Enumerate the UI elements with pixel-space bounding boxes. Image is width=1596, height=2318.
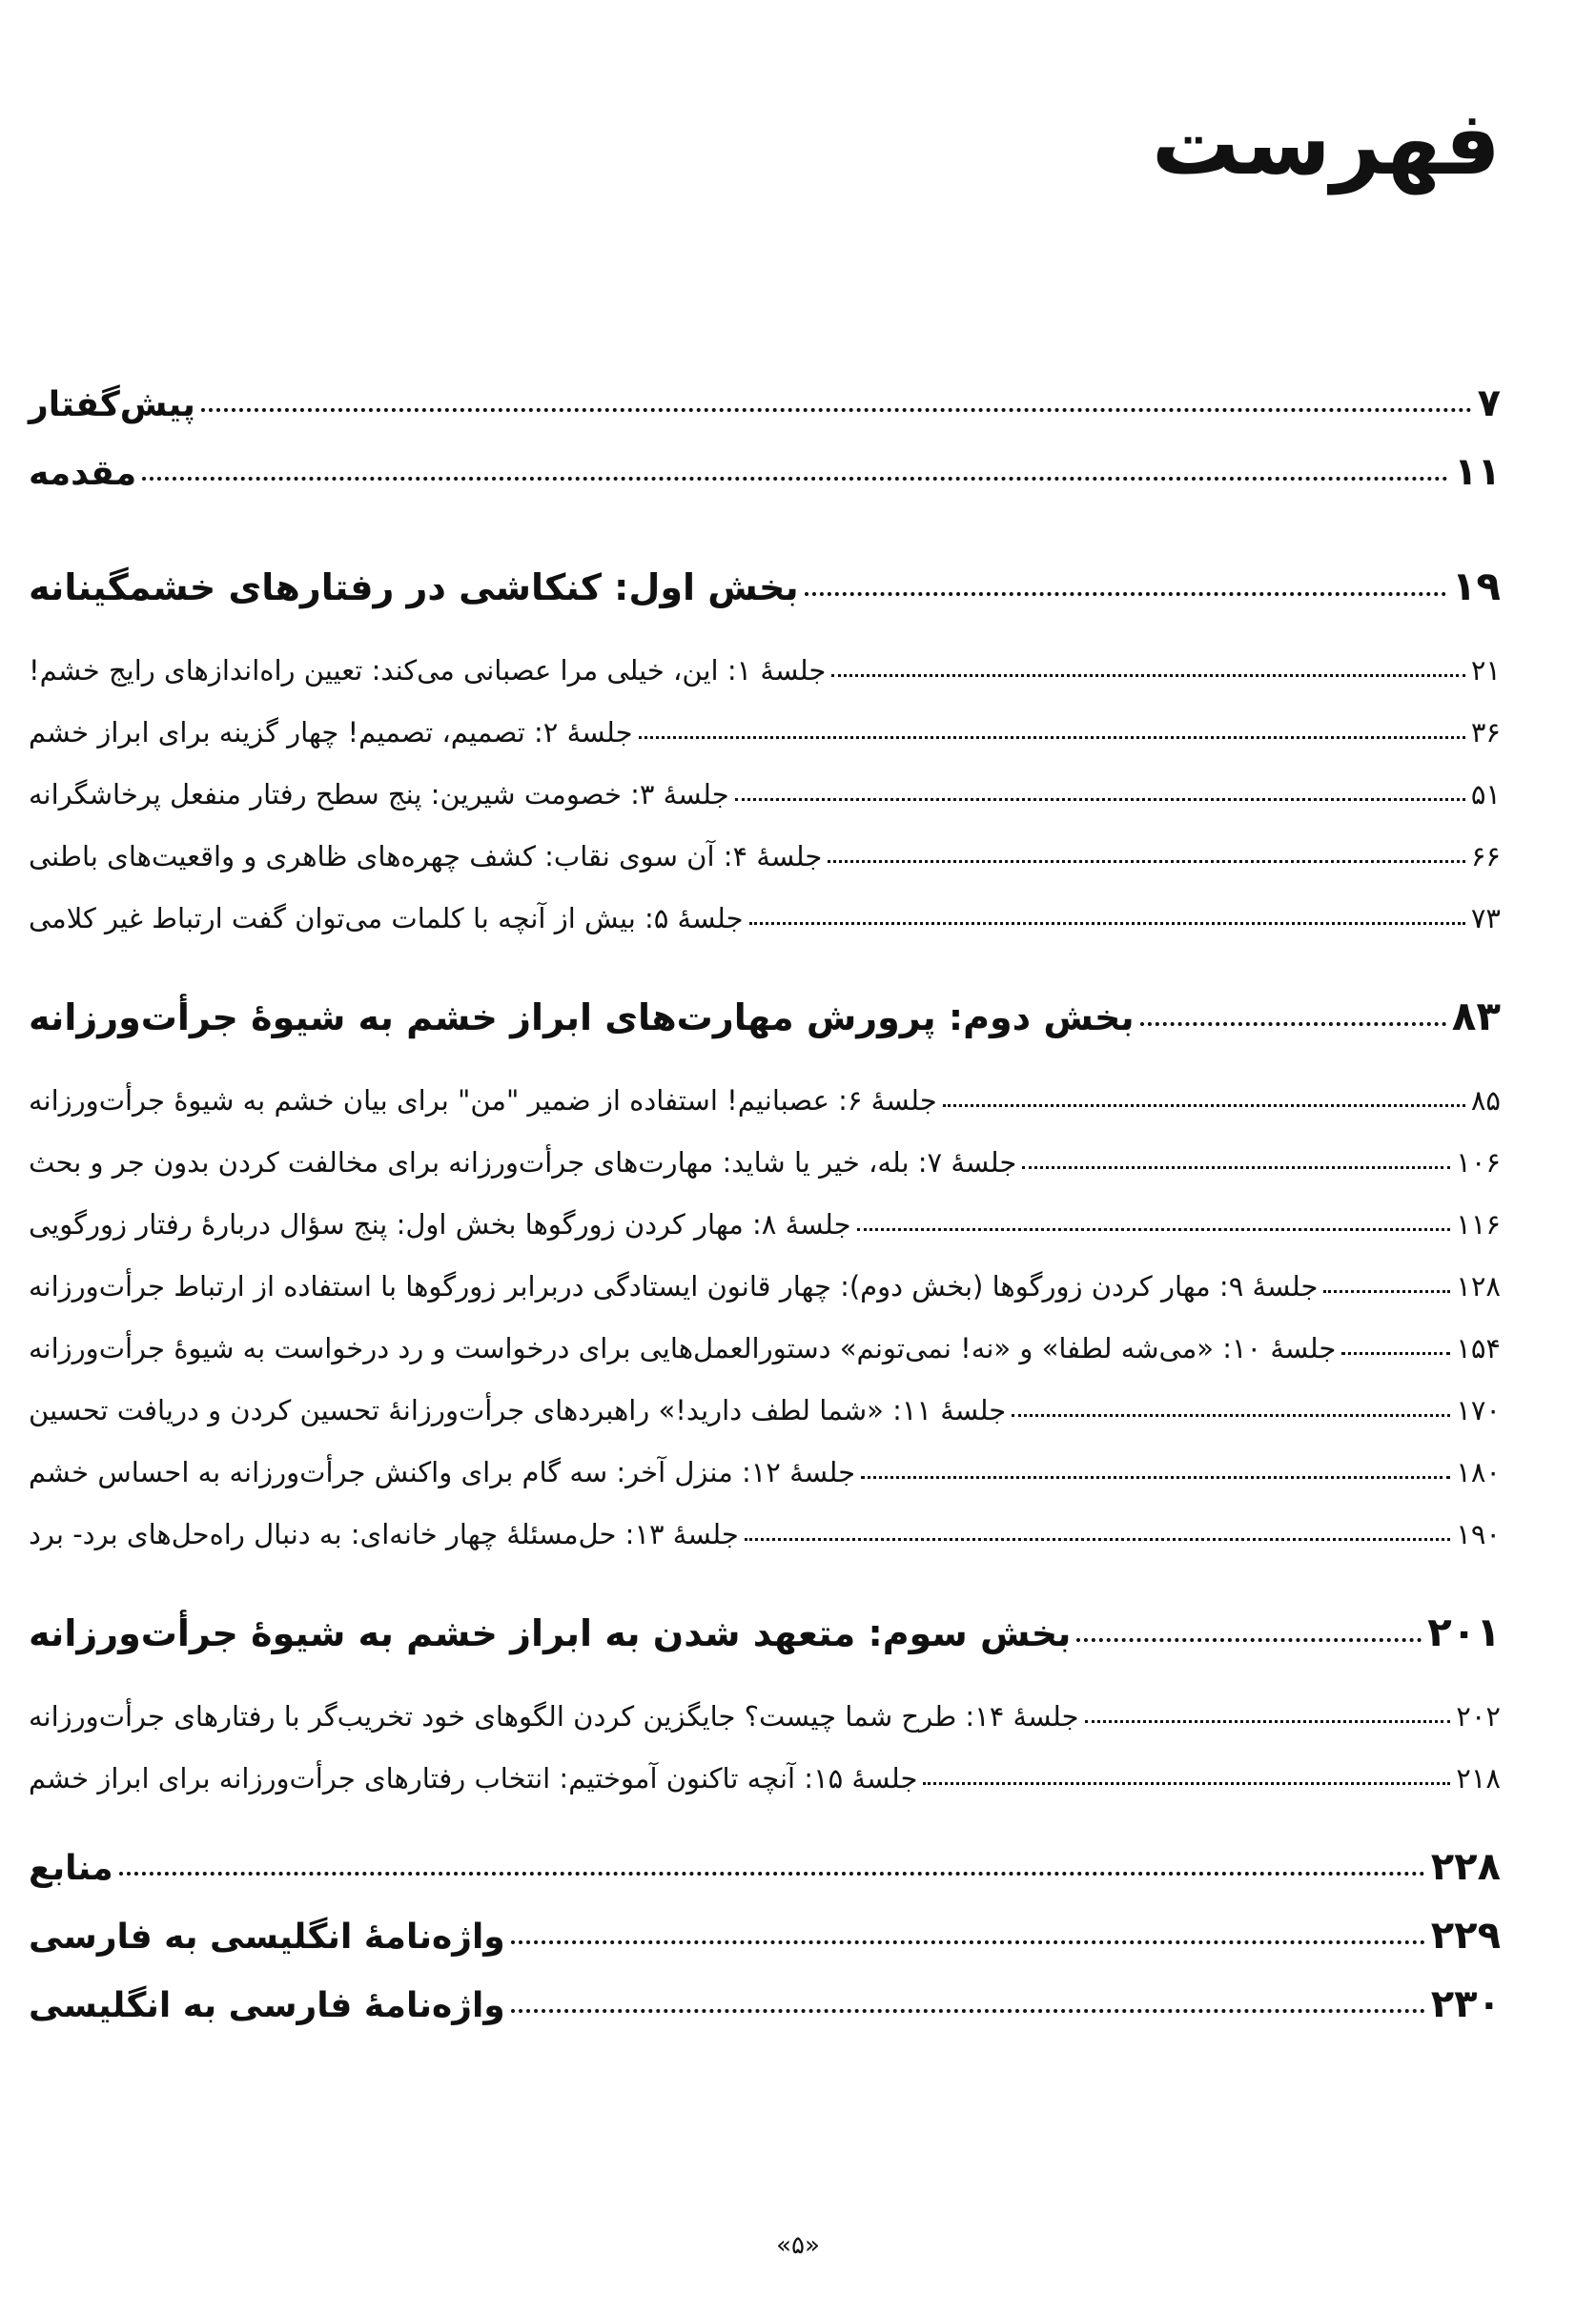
- section-spacer: [29, 964, 1501, 993]
- toc-session-entry[interactable]: [29, 840, 1501, 902]
- toc-page-number: ۲۲۹: [1430, 1914, 1501, 1958]
- toc-session-entry[interactable]: [29, 1394, 1501, 1456]
- dot-leader: [1341, 1352, 1450, 1355]
- toc-page-number: ۱۱۶: [1456, 1208, 1501, 1241]
- dot-leader: [805, 592, 1446, 596]
- toc-page-number: ۲۰۲: [1456, 1700, 1501, 1733]
- toc-page-number: ۱۰۶: [1456, 1146, 1501, 1179]
- toc-entry-title: جلسهٔ ۱۵: آنچه تاکنون آموختیم: انتخاب رفتارهای جرأت‌ورزانه برای ابراز خشم: [29, 1762, 918, 1795]
- toc-entry-title: مقدمه: [29, 454, 137, 493]
- toc-entry-title: جلسهٔ ۱۳: حل‌مسئلهٔ چهار خانه‌ای: به دنبال راه‌حل‌های برد- برد: [29, 1518, 739, 1550]
- toc-session-entry[interactable]: [29, 1700, 1501, 1762]
- toc-entry-title: بخش سوم: متعهد شدن به ابراز خشم به شیوهٔ جرأت‌ورزانه: [29, 1612, 1072, 1654]
- toc-part-heading[interactable]: [29, 563, 1501, 633]
- toc-entry-title: منابع: [29, 1849, 113, 1888]
- toc-session-entry[interactable]: [29, 1146, 1501, 1208]
- toc-entry-title: جلسهٔ ۱۲: منزل آخر: سه گام برای واکنش جرأت‌ورزانه به احساس خشم: [29, 1456, 856, 1488]
- dot-leader: [943, 1104, 1465, 1107]
- page-number: «۵»: [776, 2231, 820, 2260]
- toc-page-number: ۱۷۰: [1456, 1394, 1501, 1426]
- toc-page-number: ۲۲۸: [1430, 1845, 1501, 1889]
- toc-entry-title: بخش دوم: پرورش مهارت‌های ابراز خشم به شیوهٔ جرأت‌ورزانه: [29, 996, 1135, 1038]
- section-spacer: [29, 633, 1501, 654]
- toc-page-number: ۱۸۰: [1456, 1456, 1501, 1488]
- toc-entry-title: جلسهٔ ۱۰: «می‌شه لطفا» و «نه! نمی‌تونم» دستورالعمل‌هایی برای درخواست و رد درخواست به شیوهٔ جرأت‌ورزانه: [29, 1332, 1337, 1364]
- dot-leader: [639, 736, 1465, 739]
- dot-leader: [201, 408, 1472, 412]
- toc-page-number: ۱۲۸: [1456, 1270, 1501, 1303]
- dot-leader: [119, 1872, 1425, 1876]
- toc-session-entry[interactable]: [29, 778, 1501, 840]
- toc-page-number: ۶۶: [1470, 840, 1501, 872]
- toc-page-number: ۲۱: [1470, 654, 1501, 687]
- toc-entry-title: جلسهٔ ۸: مهار کردن زورگوها بخش اول: پنج سؤال دربارهٔ رفتار زورگویی: [29, 1208, 851, 1241]
- dot-leader: [1085, 1720, 1451, 1723]
- toc-session-entry[interactable]: [29, 1208, 1501, 1270]
- section-spacer: [29, 1679, 1501, 1700]
- toc-page-number: ۲۳۰: [1430, 1982, 1501, 2026]
- toc-entry-title: جلسهٔ ۳: خصومت شیرین: پنج سطح رفتار منفعل پرخاشگرانه: [29, 778, 729, 810]
- toc-entry-title: جلسهٔ ۱۴: طرح شما چیست؟ جایگزین کردن الگوهای خود تخریب‌گر با رفتارهای جرأت‌ورزانه: [29, 1700, 1079, 1733]
- toc-session-entry[interactable]: [29, 1084, 1501, 1146]
- toc-main-entry[interactable]: [29, 1914, 1501, 1982]
- toc-entry-title: بخش اول: کنکاشی در رفتارهای خشمگینانه: [29, 566, 799, 608]
- toc-part-heading[interactable]: [29, 1609, 1501, 1679]
- toc-page-number: ۷۳: [1470, 902, 1501, 934]
- toc-session-entry[interactable]: [29, 1270, 1501, 1332]
- toc-entry-title: پیش‌گفتار: [29, 385, 195, 424]
- toc-session-entry[interactable]: [29, 654, 1501, 716]
- toc-page-number: ۱۹: [1451, 563, 1501, 609]
- dot-leader: [745, 1538, 1451, 1541]
- dot-leader: [923, 1782, 1450, 1785]
- toc-page-number: ۱۱: [1454, 450, 1501, 494]
- dot-leader: [1140, 1022, 1446, 1026]
- dot-leader: [861, 1476, 1450, 1479]
- toc-session-entry[interactable]: [29, 1332, 1501, 1394]
- dot-leader: [511, 1940, 1425, 1944]
- dot-leader: [828, 860, 1465, 863]
- toc-entry-title: واژه‌نامهٔ فارسی به انگلیسی: [29, 1986, 505, 2025]
- toc-entry-title: واژه‌نامهٔ انگلیسی به فارسی: [29, 1918, 505, 1957]
- toc-entry-title: جلسهٔ ۱: این، خیلی مرا عصبانی می‌کند: تعیین راه‌اندازهای رایج خشم!: [29, 654, 827, 687]
- dot-leader: [511, 2009, 1425, 2013]
- toc-main-entry[interactable]: [29, 450, 1501, 519]
- section-spacer: [29, 1824, 1501, 1845]
- dot-leader: [735, 798, 1465, 801]
- toc-session-entry[interactable]: [29, 902, 1501, 964]
- dot-leader: [831, 674, 1465, 677]
- toc-session-entry[interactable]: [29, 1456, 1501, 1518]
- toc-entry-title: جلسهٔ ۲: تصمیم، تصمیم! چهار گزینه برای ابراز خشم: [29, 716, 633, 749]
- toc-main-entry[interactable]: [29, 1982, 1501, 2051]
- toc-page-number: ۲۱۸: [1456, 1762, 1501, 1795]
- toc-session-entry[interactable]: [29, 716, 1501, 778]
- dot-leader: [142, 477, 1448, 481]
- toc-session-entry[interactable]: [29, 1518, 1501, 1580]
- section-spacer: [29, 519, 1501, 563]
- toc-entry-title: جلسهٔ ۹: مهار کردن زورگوها (بخش دوم): چهار قانون ایستادگی دربرابر زورگوها با استفاده از ارتباط جرأت‌ورزانه: [29, 1270, 1319, 1303]
- toc-page-number: ۸۵: [1470, 1084, 1501, 1117]
- toc-entry-title: جلسهٔ ۱۱: «شما لطف دارید!» راهبردهای جرأت‌ورزانهٔ تحسین کردن و دریافت تحسین: [29, 1394, 1007, 1426]
- toc-main-entry[interactable]: [29, 1845, 1501, 1914]
- dot-leader: [1076, 1638, 1422, 1642]
- toc-page-number: ۱۵۴: [1456, 1332, 1501, 1364]
- dot-leader: [857, 1228, 1451, 1231]
- dot-leader: [749, 922, 1465, 925]
- section-spacer: [29, 1580, 1501, 1609]
- dot-leader: [1323, 1290, 1450, 1293]
- toc-entry-title: جلسهٔ ۶: عصبانیم! استفاده از ضمیر "من" برای بیان خشم به شیوهٔ جرأت‌ورزانه: [29, 1084, 937, 1117]
- toc-page-number: ۸۳: [1451, 993, 1501, 1039]
- page-title: فهرست: [1151, 92, 1501, 195]
- toc-entry-title: جلسهٔ ۷: بله، خیر یا شاید: مهارت‌های جرأت‌ورزانه برای مخالفت کردن بدون جر و بحث: [29, 1146, 1017, 1179]
- toc-main-entry[interactable]: [29, 381, 1501, 450]
- toc-session-entry[interactable]: [29, 1762, 1501, 1824]
- toc-page-number: ۵۱: [1470, 778, 1501, 810]
- section-spacer: [29, 1063, 1501, 1084]
- table-of-contents: [29, 381, 1501, 2051]
- toc-part-heading[interactable]: [29, 993, 1501, 1063]
- toc-page-number: ۱۹۰: [1456, 1518, 1501, 1550]
- toc-entry-title: جلسهٔ ۵: بیش از آنچه با کلمات می‌توان گفت ارتباط غیر کلامی: [29, 902, 744, 934]
- toc-page-number: ۳۶: [1470, 716, 1501, 749]
- dot-leader: [1022, 1166, 1450, 1169]
- toc-page-number: ۲۰۱: [1427, 1609, 1501, 1655]
- dot-leader: [1012, 1414, 1450, 1417]
- toc-entry-title: جلسهٔ ۴: آن سوی نقاب: کشف چهره‌های ظاهری و واقعیت‌های باطنی: [29, 840, 823, 872]
- toc-page-number: ۷: [1477, 381, 1501, 425]
